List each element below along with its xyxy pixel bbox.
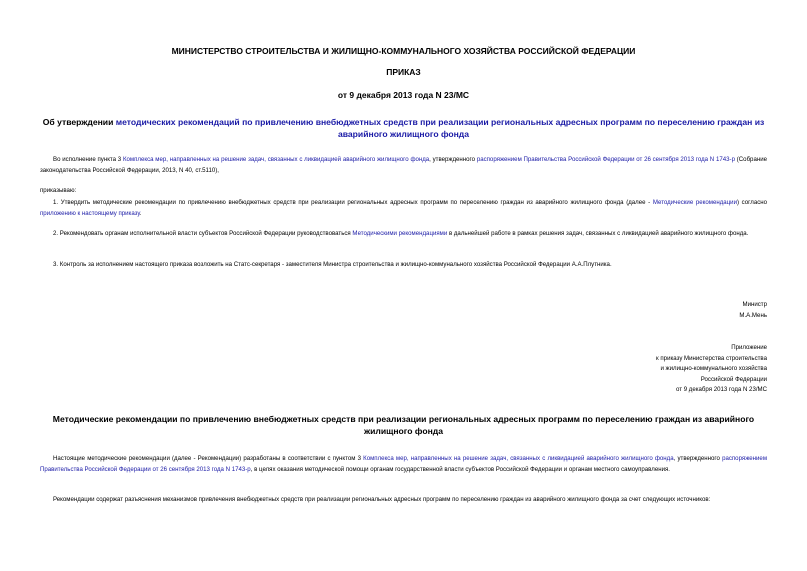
recommendations-paragraph-2: Рекомендации содержат разъяснения механизмов привлечения внебюджетных средств при реализации региональных адресных программ по переселению граждан из аварийного жилищного фонда за счет следующих источников: <box>53 496 711 503</box>
signature-position: Министр <box>742 301 767 308</box>
government-order-link[interactable]: распоряжением Правительства Российской Федерации от 26 сентября 2013 года N 1743-р <box>476 156 735 163</box>
signature-block <box>739 300 767 321</box>
appendix-line: от 9 декабря 2013 года N 23/МС <box>675 386 767 393</box>
signature-name: М.А.Мень <box>739 311 767 319</box>
document-date: от 9 декабря 2013 года N 23/МС <box>337 90 470 100</box>
ministry-heading: МИНИСТЕРСТВО СТРОИТЕЛЬСТВА И ЖИЛИЩНО-КОММУНАЛЬНОГО ХОЗЯЙСТВА РОССИЙСКОЙ ФЕДЕРАЦИИ <box>171 46 636 56</box>
prikazyvayu-label: приказываю: <box>40 187 77 194</box>
para-a-text-3: , в целях оказания методической помощи органам государственной власти субъектов Российской Федерации и органам местного самоуправления. <box>250 465 670 473</box>
item-2 <box>40 229 767 240</box>
document-type: ПРИКАЗ <box>386 67 421 77</box>
recommendations-title: Методические рекомендации по привлечению внебюджетных средств при реализации региональных адресных программ по переселению граждан из аварийного жилищного фонда <box>52 414 755 436</box>
para-a-text-1: Настоящие методические рекомендации (далее - Рекомендации) разработаны в соответствии с пунктом 3 <box>53 455 364 462</box>
appendix-line: Приложение <box>731 344 767 351</box>
item1-text-3: . <box>139 209 142 217</box>
intro-text-2: , утвержденного <box>429 156 477 163</box>
methodical-recommendations-link[interactable]: Методические рекомендации <box>652 199 737 206</box>
subject-prefix: Об утверждении <box>42 117 116 127</box>
intro-text-3: (Собрание законодательства Российской Федерации, 2013, N 40, ст.5110), <box>40 156 767 174</box>
intro-paragraph <box>40 155 767 176</box>
item2-text-1: 2. Рекомендовать органам исполнительной власти субъектов Российской Федерации руководствоваться <box>53 230 353 237</box>
appendix-line: к приказу Министерства строительства <box>656 354 767 362</box>
appendix-line: Российской Федерации <box>700 375 767 383</box>
item1-text-1: 1. Утвердить методические рекомендации по привлечению внебюджетных средств при реализации региональных адресных программ по переселению граждан из аварийного жилищного фонда (далее - <box>53 199 653 206</box>
item2-text-2: в дальнейшей работе в рамках решения задач, связанных с ликвидацией аварийного жилищного фонда. <box>447 230 749 237</box>
subject-link[interactable]: методических рекомендаций по привлечению внебюджетных средств при реализации региональных адресных программ по переселению граждан из аварийного жилищного фонда <box>115 117 765 139</box>
item-3: 3. Контроль за исполнением настоящего приказа возложить на Статс-секретаря - заместителя Министра строительства и жилищно-коммунального хозяйства Российской Федерации А.А.Плутника. <box>53 261 612 268</box>
appendix-link[interactable]: приложению к настоящему приказу <box>40 209 140 217</box>
intro-text-1: Во исполнение пункта 3 <box>53 156 123 163</box>
complex-measures-link[interactable]: Комплекса мер, направленных на решение задач, связанных с ликвидацией аварийного жилищного фонда <box>122 156 430 163</box>
item-1 <box>40 198 767 219</box>
complex-measures-link-2[interactable]: Комплекса мер, направленных на решение задач, связанных с ликвидацией аварийного жилищного фонда <box>363 455 674 462</box>
recommendations-paragraph-1 <box>40 454 767 475</box>
methodical-recommendations-link-2[interactable]: Методическими рекомендациями <box>352 230 448 237</box>
appendix-block <box>656 343 767 396</box>
document-subject <box>38 116 769 140</box>
appendix-line: и жилищно-коммунального хозяйства <box>660 365 767 372</box>
government-order-link-2[interactable]: распоряжением Правительства Российской Федерации от 26 сентября 2013 года N 1743-р <box>40 455 768 473</box>
item1-text-2: ) согласно <box>736 199 768 206</box>
para-a-text-2: , утвержденного <box>673 455 723 462</box>
